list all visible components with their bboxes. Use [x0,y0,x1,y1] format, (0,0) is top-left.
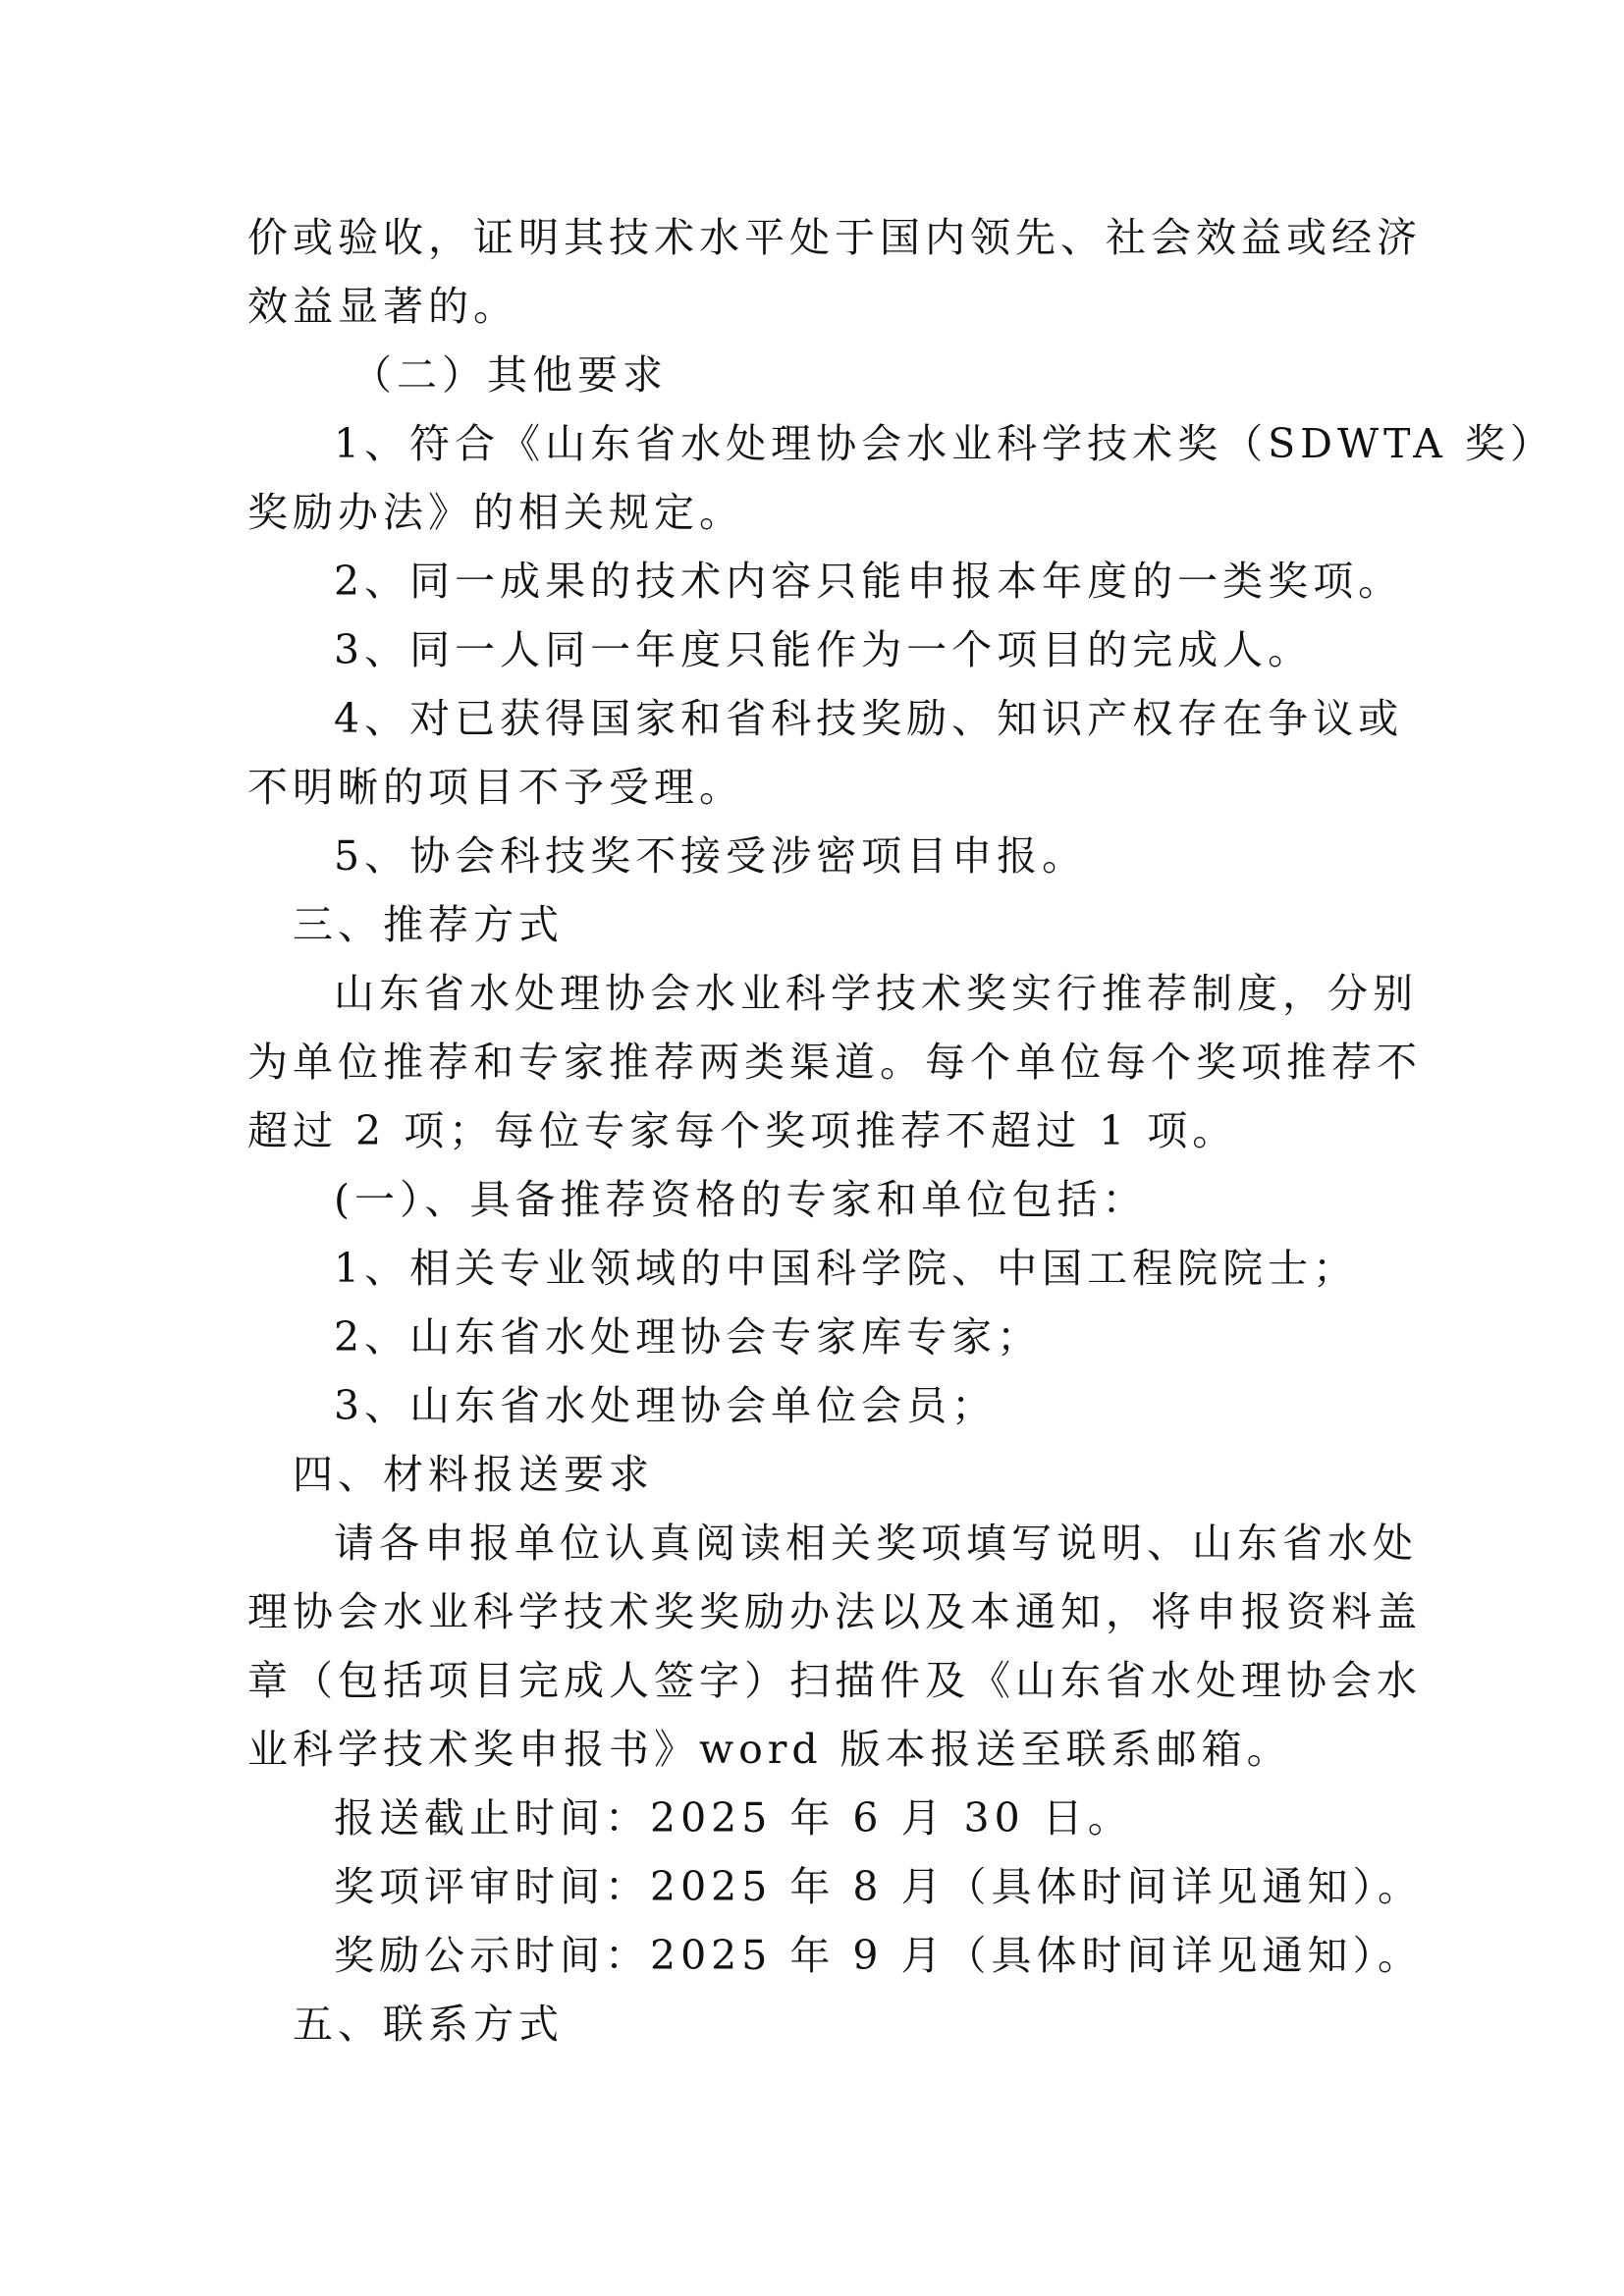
text-line: 不明晰的项目不予受理。 [247,764,744,811]
text-line: 报送截止时间：2025 年 6 月 30 日。 [334,1794,1133,1842]
section-heading: 三、推荐方式 [293,901,564,948]
text-line: 3、同一人同一年度只能作为一个项目的完成人。 [334,626,1314,673]
text-line: 价或验收，证明其技术水平处于国内领先、社会效益或经济 [247,214,1422,261]
text-line: 4、对已获得国家和省科技奖励、知识产权存在争议或 [334,695,1404,742]
text-line: 5、协会科技奖不接受涉密项目申报。 [334,832,1088,880]
text-line: 山东省水处理协会水业科学技术奖实行推荐制度，分别 [334,970,1418,1017]
text-line: 1、符合《山东省水处理协会水业科学技术奖（SDWTA 奖） [334,420,1555,467]
text-line: 效益显著的。 [247,283,518,330]
text-line: 理协会水业科学技术奖奖励办法以及本通知，将申报资料盖 [247,1588,1422,1635]
text-line: 超过 2 项；每位专家每个奖项推荐不超过 1 项。 [247,1107,1238,1154]
text-line: 2、山东省水处理协会专家库专家； [334,1313,1043,1361]
text-line: 为单位推荐和专家推荐两类渠道。每个单位每个奖项推荐不 [247,1039,1422,1086]
section-heading: 四、材料报送要求 [293,1451,654,1498]
section-heading: 五、联系方式 [293,2001,564,2048]
text-line: 章（包括项目完成人签字）扫描件及《山东省水处理协会水 [247,1657,1422,1704]
text-line: 3、山东省水处理协会单位会员； [334,1382,998,1429]
text-line: 奖项评审时间：2025 年 8 月（具体时间详见通知）。 [334,1863,1424,1910]
text-line: 业科学技术奖申报书》word 版本报送至联系邮箱。 [247,1726,1292,1773]
section-subheading: （二）其他要求 [352,351,668,399]
text-line: 请各申报单位认真阅读相关奖项填写说明、山东省水处 [334,1520,1418,1567]
text-line: 2、同一成果的技术内容只能申报本年度的一类奖项。 [334,558,1404,605]
text-line: 奖励办法》的相关规定。 [247,489,744,536]
text-line: 奖励公示时间：2025 年 9 月（具体时间详见通知）。 [334,1932,1424,1979]
text-line: 1、相关专业领域的中国科学院、中国工程院院士； [334,1245,1359,1292]
section-subheading: (一）、具备推荐资格的专家和单位包括： [334,1176,1148,1223]
